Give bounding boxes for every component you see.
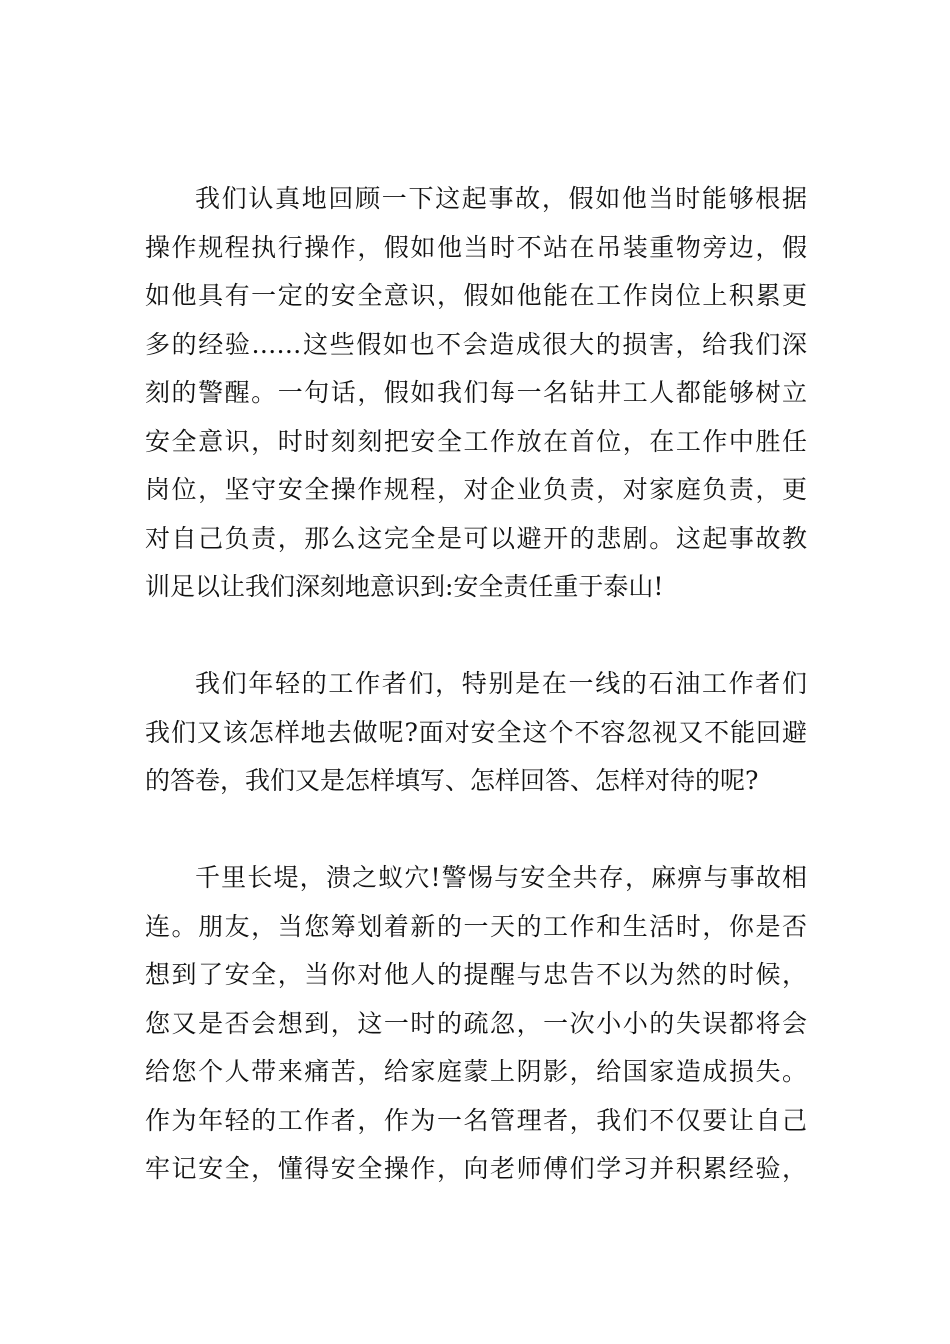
text-line: 训足以让我们深刻地意识到:安全责任重于泰山!	[145, 572, 664, 601]
text-line: 刻的警醒。一句话，假如我们每一名钻井工人都能够树立	[145, 378, 807, 407]
text-line: 的答卷，我们又是怎样填写、怎样回答、怎样对待的呢?	[145, 766, 759, 795]
paragraph-spacer	[145, 806, 807, 855]
text-line: 牢记安全，懂得安全操作，向老师傅们学习并积累经验，	[145, 1154, 807, 1183]
text-line: 多的经验……这些假如也不会造成很大的损害，给我们深	[145, 329, 807, 359]
text-line: 连。朋友，当您筹划着新的一天的工作和生活时，你是否	[145, 911, 807, 941]
text-line: 想到了安全，当你对他人的提醒与忠告不以为然的时候，	[145, 960, 807, 989]
text-line: 操作规程执行操作，假如他当时不站在吊装重物旁边，假	[145, 232, 807, 262]
paragraph-3	[145, 854, 807, 1194]
paragraph-spacer	[145, 612, 807, 661]
text-line: 作为年轻的工作者，作为一名管理者，我们不仅要让自己	[145, 1105, 807, 1135]
text-line: 您又是否会想到，这一时的疏忽，一次小小的失误都将会	[145, 1008, 807, 1038]
text-line: 我们认真地回顾一下这起事故，假如他当时能够根据	[195, 184, 807, 213]
text-line: 千里长堤，溃之蚁穴!警惕与安全共存，麻痹与事故相	[195, 863, 807, 892]
text-line: 如他具有一定的安全意识，假如他能在工作岗位上积累更	[145, 281, 807, 310]
paragraph-1	[145, 175, 807, 612]
text-line: 我们年轻的工作者们，特别是在一线的石油工作者们	[195, 669, 807, 698]
text-line: 给您个人带来痛苦，给家庭蒙上阴影，给国家造成损失。	[145, 1057, 807, 1086]
paragraph-2	[145, 660, 807, 806]
text-line: 安全意识，时时刻刻把安全工作放在首位，在工作中胜任	[145, 426, 807, 456]
document-body	[145, 175, 807, 1194]
text-line: 岗位，坚守安全操作规程，对企业负责，对家庭负责，更	[145, 475, 807, 504]
text-line: 对自己负责，那么这完全是可以避开的悲剧。这起事故教	[145, 523, 807, 553]
text-line: 我们又该怎样地去做呢?面对安全这个不容忽视又不能回避	[145, 717, 807, 747]
